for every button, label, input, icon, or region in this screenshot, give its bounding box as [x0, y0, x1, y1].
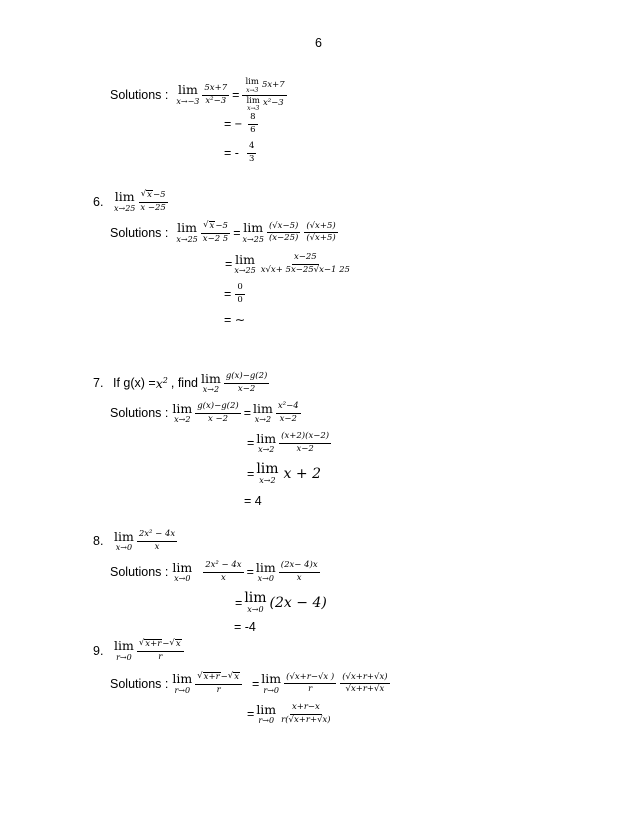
problem-number: 6. [93, 194, 104, 209]
p8-solution-fraction: $\frac{\text{2x² − 4x}}{x}$ [205, 560, 242, 583]
problem-9 [93, 639, 186, 663]
p9-factor-1: $\frac{(√x+r-√x )}{r}$ [286, 671, 335, 695]
p9-solution-fraction: √ x+r − √ x r [195, 672, 242, 696]
limit-operator: lim r→0 [256, 701, 277, 726]
limit-operator: lim x→2 [200, 370, 221, 395]
limit-operator: lim x→2 [256, 430, 277, 455]
solutions-label: Solutions : [110, 565, 169, 580]
p6-solution-fraction: √ x −5 x−2 5 [202, 220, 229, 244]
solutions-label: Solutions : [110, 406, 169, 421]
p6-solution-line2: = lim x→25 $\frac{x-25}{x√x+ 5x-25√x-1 25}$ [225, 251, 350, 276]
p6-fraction: √ x −5 x −25 [140, 189, 166, 213]
p6-factor-2: $\frac{(√x+5)}{(√x+5)}$ [306, 220, 336, 244]
limit-operator: lim x→25 [176, 220, 198, 244]
limit-operator: lim r→0 [114, 638, 134, 662]
p5-limit-fraction: lim x→3 5x+7 lim x→3 x²−3 [242, 78, 286, 112]
p8-final-answer: = -4 [234, 620, 256, 634]
p7-solution-fraction: $\frac{g(x)-g(2)}{x -2}$ [197, 401, 239, 424]
limit-operator: lim x→0 [255, 559, 276, 584]
problem-6 [93, 190, 170, 214]
p8-fraction: $\frac{\text{2x² − 4x}}{x}$ [138, 529, 176, 552]
p9-simplified-fraction: $\frac{x+r-x}{r(√x+r+√x)}$ [281, 702, 331, 725]
limit-operator: lim r→0 [172, 671, 193, 695]
p7-solution-line2: = lim x→2 $\frac{(x+2)(x-2)}{x-2}$ [247, 430, 330, 455]
p7-final-answer: = 4 [244, 494, 262, 508]
p6-result-infinity: = ∼ [224, 313, 246, 327]
p9-solution-line1: Solutions : lim r→0 √ x+r − √ x r = lim r→0 $\frac{(√x+r-√x )}{r}$ $\frac{(√x+r+√x)}{√x+r+√x}$ [110, 671, 388, 695]
p5-four-thirds: $\frac{4}{3}$ [248, 141, 255, 164]
p9-factor-2: $\frac{(√x+r+√x)}{√x+r+√x}$ [342, 671, 388, 695]
p6-expanded-fraction: $\frac{x-25}{x√x+ 5x-25√x-1 25}$ [260, 252, 350, 275]
p9-fraction: √ x+r − √ x r [137, 639, 184, 663]
p6-result-zero-over-zero: = $\frac{0}{0}$ [224, 282, 243, 305]
p8-factored-fraction: $\frac{(2x- 4)x}{x}$ [280, 560, 318, 583]
p6-solution-line1: Solutions : lim x→25 √ x −5 x−2 5 = lim x→25 $\frac{(√x-5)}{(x-25)}$ $\frac{(√x+5)}{(√x+5)}$ [110, 220, 336, 244]
problem-7: 7. If g(x) = $x^2$ , find lim x→2 $\frac{g(x)-g(2)}{x-2}$ [93, 370, 268, 395]
p5-solution-line1: Solutions : lim x→−3 $\frac{5x+7}{\text{x²−3}}$ = lim x→3 5x+7 lim x→3 x²−3 [110, 77, 285, 112]
p9-solution-line2: = lim r→0 $\frac{x+r-x}{r(√x+r+√x)}$ [247, 701, 331, 726]
p7-step-fraction: $\frac{\text{x²−4}}{x-2}$ [277, 401, 299, 424]
p5-fraction: $\frac{5x+7}{\text{x²−3}}$ [204, 82, 228, 106]
limit-operator: lim x→25 [234, 251, 256, 276]
solutions-label: Solutions : [110, 88, 169, 102]
p7-solution-line1: Solutions : lim x→2 $\frac{g(x)-g(2)}{x -2}$ = lim x→2 $\frac{\text{x²−4}}{x-2}$ [110, 400, 299, 425]
p8-solution-line1: Solutions : lim x→0 $\frac{\text{2x² − 4x}}{x}$ = lim x→0 $\frac{(2x- 4)x}{x}$ [110, 559, 318, 584]
p5-eight-sixths: $\frac{8}{6}$ [250, 112, 256, 135]
limit-operator: lim x→0 [244, 590, 267, 614]
p7-factored-fraction: $\frac{(x+2)(x-2)}{x-2}$ [281, 431, 330, 454]
limit-operator: lim x→25 [114, 189, 136, 213]
problem-8 [93, 530, 179, 553]
p8-solution-line2: = lim x→0 (2x − 4) [235, 590, 327, 614]
problem-number: 7. [93, 376, 104, 391]
p6-factor-1: $\frac{(√x-5)}{(x-25)}$ [268, 220, 299, 244]
solutions-label: Solutions : [110, 676, 169, 691]
p7-fraction: $\frac{g(x)-g(2)}{x-2}$ [225, 371, 268, 394]
p7-solution-line3: = lim x→2 x + 2 [247, 461, 321, 485]
limit-operator: lim x→25 [242, 220, 264, 244]
solutions-label: Solutions : [110, 225, 169, 240]
limit-operator: lim x→2 [172, 400, 193, 425]
limit-operator: lim x→0 [114, 528, 134, 553]
limit-operator: lim x→2 [253, 400, 273, 425]
limit-operator: lim r→0 [261, 671, 282, 695]
problem-number: 8. [93, 534, 104, 549]
problem-number: 9. [93, 643, 104, 658]
limit-operator: lim x→−3 [176, 82, 200, 106]
limit-operator: lim x→2 [256, 461, 279, 485]
p5-result-2: = - $\frac{4}{3}$ [224, 141, 255, 164]
limit-operator: lim x→0 [172, 559, 193, 584]
p5-result-1: = − $\frac{8}{6}$ [224, 112, 256, 135]
page-number: 6 [315, 36, 322, 50]
